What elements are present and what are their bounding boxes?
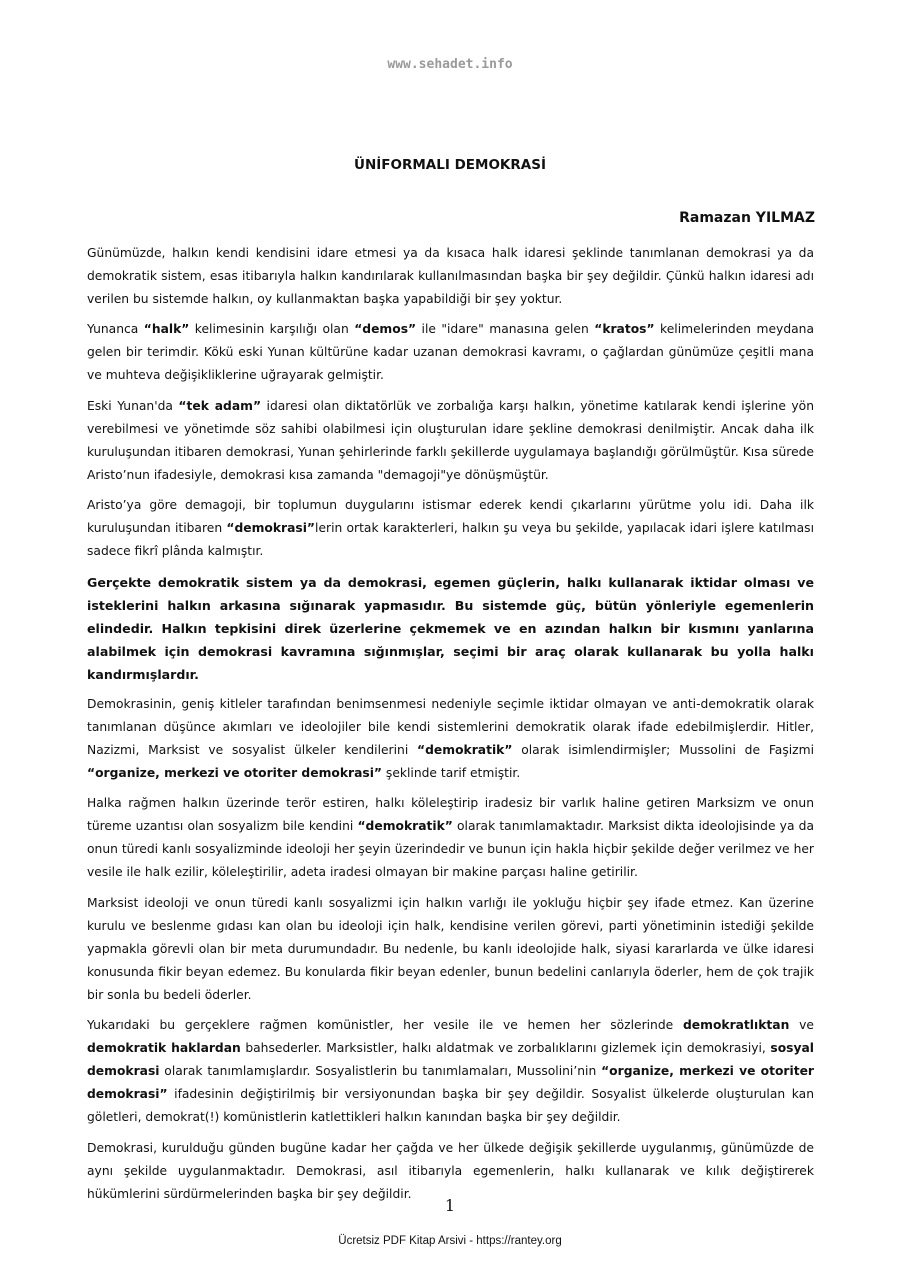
emphasis-text: demokratlıktan	[682, 1018, 790, 1033]
emphasis-text: “tek adam”	[178, 398, 262, 413]
paragraph	[87, 571, 814, 686]
paragraph-text: bahsederler. Marksistler, halkı aldatmak ve zorbalıklarını gizlemek için demokrasiyi,	[240, 1041, 771, 1056]
emphasis-text: “demos”	[354, 322, 417, 337]
article-body	[87, 242, 814, 1213]
document-title: ÜNİFORMALI DEMOKRASİ	[354, 157, 546, 173]
paragraph	[87, 792, 814, 884]
paragraph-text: ile "idare" manasına gelen	[416, 322, 595, 337]
paragraph-text: Gerçekte demokratik sistem ya da demokrasi, egemen güçlerin, halkı kullanarak iktidar olması ve isteklerini halkın arkasına sığınarak yapmasıdır. Bu sistemde güç, bütün yönleriyle egemenlerin elindedir. Halkın tepkisini direk üzerlerine çekmemek ve en azından halkın bir kısmını yanlarına alabilmek için demokrasi kavramına sığınmışlar, seçimi bir araç olarak kullanarak bu yolla halkı kandırmışlardır.	[87, 574, 814, 682]
site-header: www.sehadet.info	[387, 57, 513, 72]
paragraph-text: Aristo’ya göre demagoji, bir toplumun duygularını istismar ederek kendi çıkarlarını yürütme yolu idi. Daha ilk kuruluşundan itibaren	[87, 498, 814, 536]
paragraph-text: ve	[789, 1018, 814, 1033]
paragraph-text: Eski Yunan'da	[87, 398, 179, 413]
paragraph	[87, 242, 814, 311]
paragraph	[87, 1014, 814, 1129]
paragraph	[87, 693, 814, 785]
paragraph-text: ifadesinin değiştirilmiş bir versiyonundan başka bir şey değildir. Sosyalist ülkelerde oluşturulan kan göletleri, demokrat(!) komünistlerin katlettikleri halkın kanından başka bir şey değildir.	[87, 1087, 814, 1125]
paragraph-text: lerin ortak karakterleri, halkın şu veya bu şekilde, yapılacak idari işlere katılması sadece fikrî plânda kalmıştır.	[87, 521, 814, 559]
emphasis-text: “demokrasi”	[226, 521, 316, 536]
emphasis-text: “halk”	[143, 322, 190, 337]
paragraph-text: Yunanca	[87, 322, 144, 337]
emphasis-text: “demokratik”	[417, 742, 513, 757]
paragraph-text: Demokrasinin, geniş kitleler tarafından benimsenmesi nedeniyle seçimle iktidar olmayan ve anti-demokratik olarak tanımlanan düşünce akımları ve ideolojiler bile kendi sistemlerini demokratik olarak ifade edebilmişlerdir. Hitler, Nazizmi, Marksist ve sosyalist ülkeler kendilerini	[87, 696, 814, 757]
author-name: Ramazan YILMAZ	[679, 210, 815, 226]
paragraph	[87, 892, 814, 1007]
paragraph-text: Yukarıdaki bu gerçeklere rağmen komünistler, her vesile ile ve hemen her sözlerinde	[87, 1018, 683, 1033]
paragraph-text: Halka rağmen halkın üzerinde terör estiren, halkı köleleştirip iradesiz bir varlık haline getiren Marksizm ve onun türeme uzantısı olan sosyalizm bile kendini	[87, 796, 814, 834]
emphasis-text: sosyal demokrasi	[87, 1041, 814, 1079]
paragraph	[87, 318, 814, 387]
paragraph-text: kelimesinin karşılığı olan	[189, 322, 355, 337]
paragraph-text: kelimelerinden meydana gelen bir terimdir. Kökü eski Yunan kültürüne kadar uzanan demokrasi kavramı, o çağlardan günümüze çeşitli mana ve muhteva değişikliklerine uğrayarak gelmiştir.	[87, 322, 814, 383]
paragraph-text: olarak tanımlamışlardır. Sosyalistlerin bu tanımlamaları, Mussolini’nin	[159, 1064, 602, 1079]
paragraph-text: olarak isimlendirmişler; Mussolini de Faşizmi	[512, 742, 814, 757]
emphasis-text: “organize, merkezi ve otoriter demokrasi”	[87, 765, 382, 780]
emphasis-text: demokratik haklardan	[87, 1041, 241, 1056]
emphasis-text: “kratos”	[594, 322, 655, 337]
paragraph-text: idaresi olan diktatörlük ve zorbalığa karşı halkın, yönetime katılarak kendi işlerine yön verebilmesi ve yönetimde söz sahibi olabilmesi için oluşturulan idare şekline demokrasi denilmiştir. Ancak daha ilk kuruluşundan itibaren demokrasi, Yunan şehirlerinde farklı şekillerde uygulamaya başlandığı görülmüştür. Kısa sürede Aristo’nun ifadesiyle, demokrasi kısa zamanda "demagoji"ye dönüşmüştür.	[87, 398, 814, 482]
page-footer: Ücretsiz PDF Kitap Arsivi - https://rantey.org	[338, 1235, 562, 1247]
emphasis-text: “demokratik”	[357, 819, 453, 834]
paragraph-text: Marksist ideoloji ve onun türedi kanlı sosyalizmi için halkın varlığı ile yokluğu hiçbir şey ifade etmez. Kan üzerine kurulu ve beslenme gıdası kan olan bu ideoloji için halk, kendisine verilen görevi, parti yönetiminin istediği şekilde yapmakla görevli olan bir meta durumundadır. Bu nedenle, bu kanlı ideolojide halk, siyasi kararlarda ve ülke idaresi konusunda fikir beyan edemez. Bu konularda fikir beyan edenler, bunun bedelini canlarıyla öderler, hem de çok trajik bir sonla bu bedeli öderler.	[87, 895, 814, 1002]
paragraph-text: olarak tanımlamaktadır. Marksist dikta ideolojisinde ya da onun türedi kanlı sosyalizminde ideoloji her şeyin üzerindedir ve bunun için hakla hiçbir şekilde değer verilmez ve her vesile ile halk ezilir, köleleştirilir, adeta iradesi olmayan bir makine parçası haline getirilir.	[87, 819, 814, 880]
paragraph-text: şeklinde tarif etmiştir.	[382, 765, 521, 780]
emphasis-text: “organize, merkezi ve otoriter demokrasi”	[87, 1064, 814, 1102]
paragraph-text: Günümüzde, halkın kendi kendisini idare etmesi ya da kısaca halk idaresi şeklinde tanımlanan demokrasi ya da demokratik sistem, esas itibarıyla halkın kandırılarak kullanılmasından başka bir şey değildir. Çünkü halkın idaresi adı verilen bu sistemde halkın, oy kullanmaktan başka yapabildiği bir şey yoktur.	[87, 246, 814, 306]
paragraph-text: Demokrasi, kurulduğu günden bugüne kadar her çağda ve her ülkede değişik şekillerde uygulanmış, günümüzde de aynı şekilde uygulanmaktadır. Demokrasi, asıl itibarıyla egemenlerin, halkı kullanarak ve kılık değiştirerek hükümlerini sürdürmelerinden başka bir şey değildir.	[87, 1140, 814, 1201]
paragraph	[87, 395, 814, 487]
paragraph	[87, 494, 814, 563]
page-number: 1	[444, 1196, 456, 1215]
